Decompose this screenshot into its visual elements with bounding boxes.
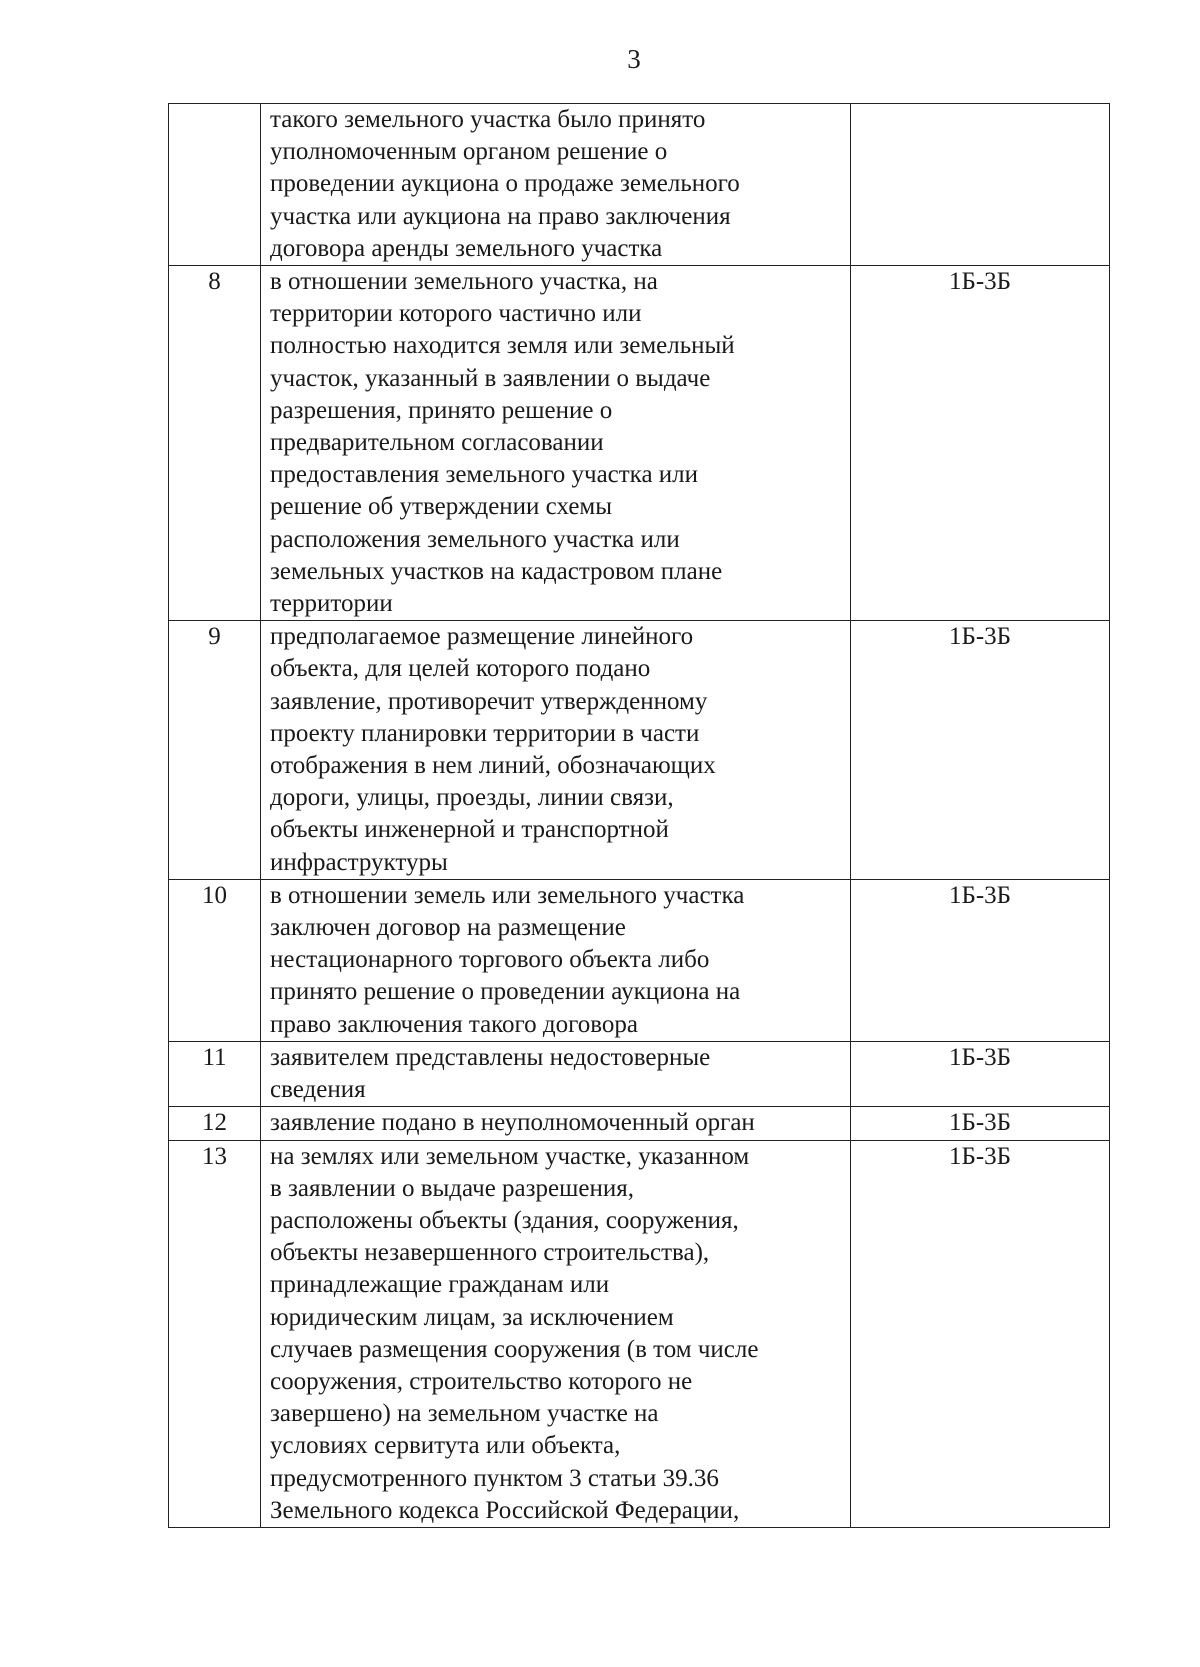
text-line: принадлежащие гражданам или bbox=[270, 1271, 610, 1299]
row-number-cell bbox=[169, 621, 261, 880]
table-row bbox=[169, 104, 1110, 266]
text-line: расположены объекты (здания, сооружения, bbox=[270, 1206, 739, 1234]
row-code: 1Б-3Б bbox=[948, 881, 1012, 909]
text-line: решение об утверждении схемы bbox=[270, 493, 613, 521]
row-number: 8 bbox=[208, 268, 221, 296]
row-number-cell bbox=[169, 1107, 261, 1140]
text-line: завершено) на земельном участке на bbox=[270, 1400, 659, 1428]
text-line: территории которого частично или bbox=[270, 300, 642, 328]
row-number-cell bbox=[169, 1041, 261, 1106]
table-row bbox=[169, 621, 1110, 880]
row-text-cell bbox=[261, 621, 851, 880]
row-code: 1Б-3Б bbox=[948, 1142, 1012, 1170]
text-line: в заявлении о выдаче разрешения, bbox=[270, 1174, 634, 1202]
text-line: на землях или земельном участке, указанном bbox=[270, 1142, 750, 1170]
text-line: юридическим лицам, за исключением bbox=[270, 1303, 674, 1331]
text-line: заключен договор на размещение bbox=[270, 914, 626, 942]
text-line: полностью находится земля или земельный bbox=[270, 332, 735, 360]
row-text-cell bbox=[261, 266, 851, 621]
row-code-cell bbox=[851, 879, 1110, 1041]
row-code: 1Б-3Б bbox=[948, 268, 1012, 296]
text-line: условиях сервитута или объекта, bbox=[270, 1432, 621, 1460]
text-line: предусмотренного пунктом 3 статьи 39.36 bbox=[270, 1464, 719, 1492]
page-number: 3 bbox=[627, 44, 641, 74]
text-line: объекты инженерной и транспортной bbox=[270, 816, 669, 844]
text-line: инфраструктуры bbox=[270, 848, 448, 876]
text-line: земельных участков на кадастровом плане bbox=[270, 557, 723, 585]
text-line: случаев размещения сооружения (в том числе bbox=[270, 1335, 759, 1363]
text-line: право заключения такого договора bbox=[270, 1010, 639, 1038]
text-line: участка или аукциона на право заключения bbox=[270, 202, 731, 230]
row-number-cell bbox=[169, 879, 261, 1041]
table-row bbox=[169, 1041, 1110, 1106]
text-line: Земельного кодекса Российской Федерации, bbox=[270, 1496, 740, 1524]
text-line: отображения в нем линий, обозначающих bbox=[270, 752, 716, 780]
row-code: 1Б-3Б bbox=[948, 1109, 1012, 1137]
text-line: объекта, для целей которого подано bbox=[270, 655, 651, 683]
text-line: проекту планировки территории в части bbox=[270, 719, 700, 747]
text-line: сведения bbox=[270, 1076, 366, 1104]
row-text-cell bbox=[261, 104, 851, 266]
row-code-cell bbox=[851, 621, 1110, 880]
row-text-cell bbox=[261, 879, 851, 1041]
text-line: участок, указанный в заявлении о выдаче bbox=[270, 364, 711, 392]
row-number-cell bbox=[169, 1140, 261, 1527]
row-code: 1Б-3Б bbox=[948, 623, 1012, 651]
row-number-cell bbox=[169, 104, 261, 266]
text-line: в отношении земельного участка, на bbox=[270, 268, 658, 296]
row-number: 11 bbox=[202, 1043, 227, 1071]
text-line: объекты незавершенного строительства), bbox=[270, 1239, 710, 1267]
row-number-cell bbox=[169, 266, 261, 621]
row-number: 9 bbox=[208, 623, 221, 651]
row-number: 12 bbox=[202, 1109, 227, 1137]
text-line: договора аренды земельного участка bbox=[270, 234, 663, 262]
table-row bbox=[169, 266, 1110, 621]
row-text-cell bbox=[261, 1140, 851, 1527]
text-line: предоставления земельного участка или bbox=[270, 461, 699, 489]
text-line: проведении аукциона о продаже земельного bbox=[270, 170, 740, 198]
text-line: заявление подано в неуполномоченный орган bbox=[270, 1109, 755, 1137]
text-line: заявителем представлены недостоверные bbox=[270, 1043, 711, 1071]
text-line: расположения земельного участка или bbox=[270, 525, 680, 553]
text-line: нестационарного торгового объекта либо bbox=[270, 946, 710, 974]
text-line: разрешения, принято решение о bbox=[270, 396, 613, 424]
text-line: заявление, противоречит утвержденному bbox=[270, 687, 708, 715]
text-line: сооружения, строительство которого не bbox=[270, 1367, 693, 1395]
table-row bbox=[169, 1107, 1110, 1140]
text-line: территории bbox=[270, 590, 393, 618]
text-line: принято решение о проведении аукциона на bbox=[270, 978, 741, 1006]
table-body bbox=[169, 104, 1110, 1528]
row-number: 13 bbox=[202, 1142, 227, 1170]
row-number: 10 bbox=[202, 881, 227, 909]
row-text-cell bbox=[261, 1041, 851, 1106]
row-code-cell bbox=[851, 1041, 1110, 1106]
text-line: дороги, улицы, проезды, линии связи, bbox=[270, 784, 674, 812]
row-text-cell bbox=[261, 1107, 851, 1140]
text-line: уполномоченным органом решение о bbox=[270, 138, 668, 166]
table-row bbox=[169, 1140, 1110, 1527]
document-table bbox=[168, 103, 1110, 1528]
row-code: 1Б-3Б bbox=[948, 1043, 1012, 1071]
text-line: предварительном согласовании bbox=[270, 429, 604, 457]
table-row bbox=[169, 879, 1110, 1041]
row-code-cell bbox=[851, 266, 1110, 621]
row-code-cell bbox=[851, 1107, 1110, 1140]
text-line: в отношении земель или земельного участка bbox=[270, 881, 745, 909]
text-line: предполагаемое размещение линейного bbox=[270, 623, 694, 651]
row-code-cell bbox=[851, 1140, 1110, 1527]
row-code-cell bbox=[851, 104, 1110, 266]
text-line: такого земельного участка было принято bbox=[270, 106, 706, 133]
